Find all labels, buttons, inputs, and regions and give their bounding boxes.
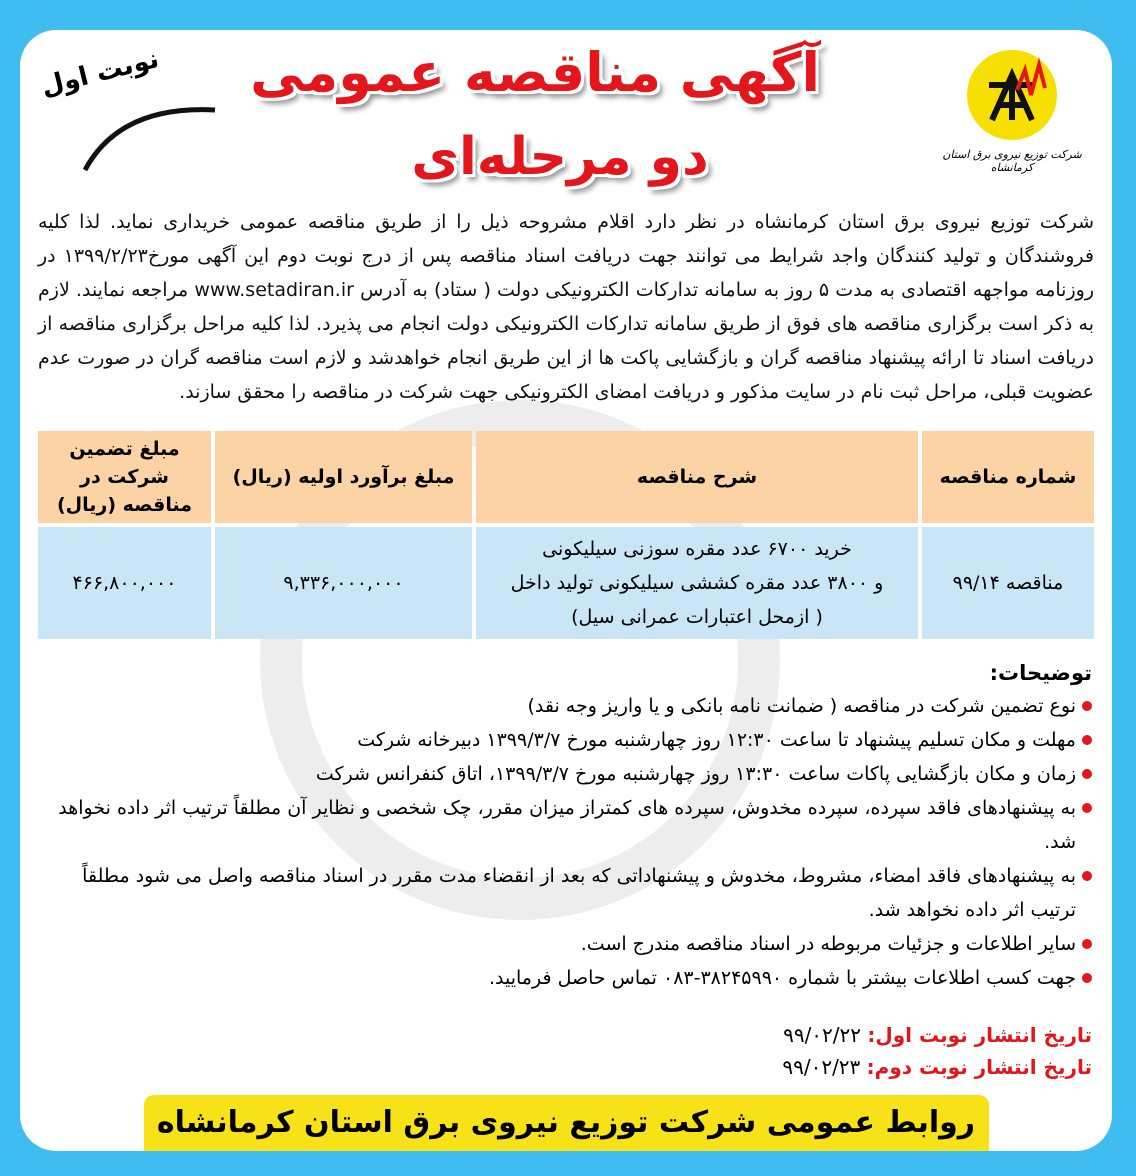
stamp-curve-icon bbox=[80, 95, 220, 175]
cell-estimate: ۹,۳۳۶,۰۰۰,۰۰۰ bbox=[215, 527, 472, 639]
logo-emblem-icon bbox=[967, 50, 1057, 140]
note-text: جهت کسب اطلاعات بیشتر با شماره ۳۸۲۴۵۹۹۰-۰۸۳ تماس حاصل فرمایید. bbox=[488, 967, 1076, 989]
company-logo bbox=[942, 40, 1082, 174]
date-label: تاریخ انتشار نوبت اول: bbox=[867, 1023, 1092, 1047]
header bbox=[20, 30, 1112, 205]
date-value: ۹۹/۰۲/۲۲ bbox=[783, 1023, 862, 1047]
note-item bbox=[40, 723, 1092, 757]
header-description: شرح مناقصه bbox=[476, 431, 918, 523]
note-item bbox=[40, 961, 1092, 995]
note-item bbox=[40, 791, 1092, 859]
second-publication bbox=[40, 1051, 1092, 1083]
title-line-1: آگهی مناقصه عمومی bbox=[250, 41, 820, 104]
notes-heading: توضیحات: bbox=[989, 661, 1092, 685]
first-publication bbox=[40, 1019, 1092, 1051]
note-text: مهلت و مکان تسلیم پیشنهاد تا ساعت ۱۲:۳۰ روز چهارشنبه مورخ ۱۳۹۹/۳/۷ دبیرخانه شرکت bbox=[357, 729, 1076, 751]
header-estimate: مبلغ برآورد اولیه (ریال) bbox=[215, 431, 472, 523]
bullet-icon bbox=[1082, 803, 1092, 813]
tender-table bbox=[34, 427, 1098, 643]
description-line: و ۳۸۰۰ عدد مقره کششی سیلیکونی تولید داخل bbox=[510, 572, 884, 594]
logo-caption: شرکت توزیع نیروی برق استان کرمانشاه bbox=[942, 148, 1082, 174]
note-text: زمان و مکان بازگشایی پاکات ساعت ۱۳:۳۰ روز چهارشنبه مورخ ۱۳۹۹/۳/۷، اتاق کنفرانس شرکت bbox=[315, 763, 1076, 785]
date-value: ۹۹/۰۲/۲۳ bbox=[782, 1055, 861, 1079]
bullet-icon bbox=[1082, 939, 1092, 949]
description-line: ( ازمحل اعتبارات عمرانی سیل) bbox=[571, 606, 823, 628]
note-item bbox=[40, 859, 1092, 927]
header-guarantee: مبلغ تضمین شرکت در مناقصه (ریال) bbox=[38, 431, 211, 523]
bullet-icon bbox=[1082, 871, 1092, 881]
cell-guarantee: ۴۶۶,۸۰۰,۰۰۰ bbox=[38, 527, 211, 639]
table-row bbox=[38, 527, 1094, 639]
note-text: سایر اطلاعات و جزئیات مربوطه در اسناد مناقصه مندرج است. bbox=[580, 933, 1076, 955]
footer-banner: روابط عمومی شرکت توزیع نیروی برق استان کرمانشاه bbox=[144, 1095, 989, 1151]
bullet-icon bbox=[1082, 973, 1092, 983]
edition-stamp: نوبت اول bbox=[38, 43, 162, 103]
cell-tender-number: مناقصه ۹۹/۱۴ bbox=[922, 527, 1094, 639]
title-line-2: دو مرحله‌ای bbox=[411, 127, 709, 187]
note-text: نوع تضمین شرکت در مناقصه ( ضمانت نامه بانکی و یا واریز وجه نقد) bbox=[527, 695, 1076, 717]
description-line: خرید ۶۷۰۰ عدد مقره سوزنی سیلیکونی bbox=[542, 538, 852, 560]
note-item bbox=[40, 927, 1092, 961]
publication-dates bbox=[40, 1019, 1092, 1083]
note-text: به پیشنهادهای فاقد امضاء، مشروط، مخدوش و پیشنهاداتی که بعد از انقضاء مدت مقرر در اسناد مناقصه واصل می شود مطلقاً ترتیب اثر داده نخواهد شد. bbox=[82, 865, 1076, 921]
note-item bbox=[40, 757, 1092, 791]
cell-description bbox=[476, 527, 918, 639]
intro-paragraph: شرکت توزیع نیروی برق استان کرمانشاه در نظر دارد اقلام مشروحه ذیل را از طریق مناقصه عمومی خریداری نماید. لذا کلیه فروشندگان و تولید کنندگان واجد شرایط می توانند جهت دریافت اسناد مناقصه پس از درج نوبت دوم این آگهی مورخ۱۳۹۹/۲/۲۳ در روزنامه مواجهه اقتصادی به مدت ۵ روز به سامانه تدارکات الکترونیکی دولت ( ستاد) به آدرس www.setadiran.ir مراجعه نمایند. لازم به ذکر است برگزاری مناقصه های فوق از طریق سامانه تدارکات الکترونیکی دولت انجام می پذیرد. لذا کلیه مراحل برگزاری مناقصه از دریافت اسناد تا ارائه پیشنهاد مناقصه گران و بازگشایی پاکت ها از این طریق انجام خواهدشد و لازم است مناقصه گران در صورت عدم عضویت قبلی، مراحل ثبت نام در سایت مذکور و دریافت امضای الکترونیکی جهت شرکت در مناقصه را محقق سازند. bbox=[38, 211, 1094, 403]
note-item bbox=[40, 689, 1092, 723]
bullet-icon bbox=[1082, 735, 1092, 745]
bullet-icon bbox=[1082, 701, 1092, 711]
date-label: تاریخ انتشار نوبت دوم: bbox=[866, 1055, 1092, 1079]
bullet-icon bbox=[1082, 769, 1092, 779]
advertisement-card bbox=[20, 30, 1112, 1151]
header-tender-number: شماره مناقصه bbox=[922, 431, 1094, 523]
note-text: به پیشنهادهای فاقد سپرده، سپرده مخدوش، سپرده های کمتراز میزان مقرر، چک شخصی و نظایر آن مطلقاً ترتیب اثر داده نخواهد شد. bbox=[58, 797, 1076, 853]
notes-section bbox=[40, 657, 1092, 995]
